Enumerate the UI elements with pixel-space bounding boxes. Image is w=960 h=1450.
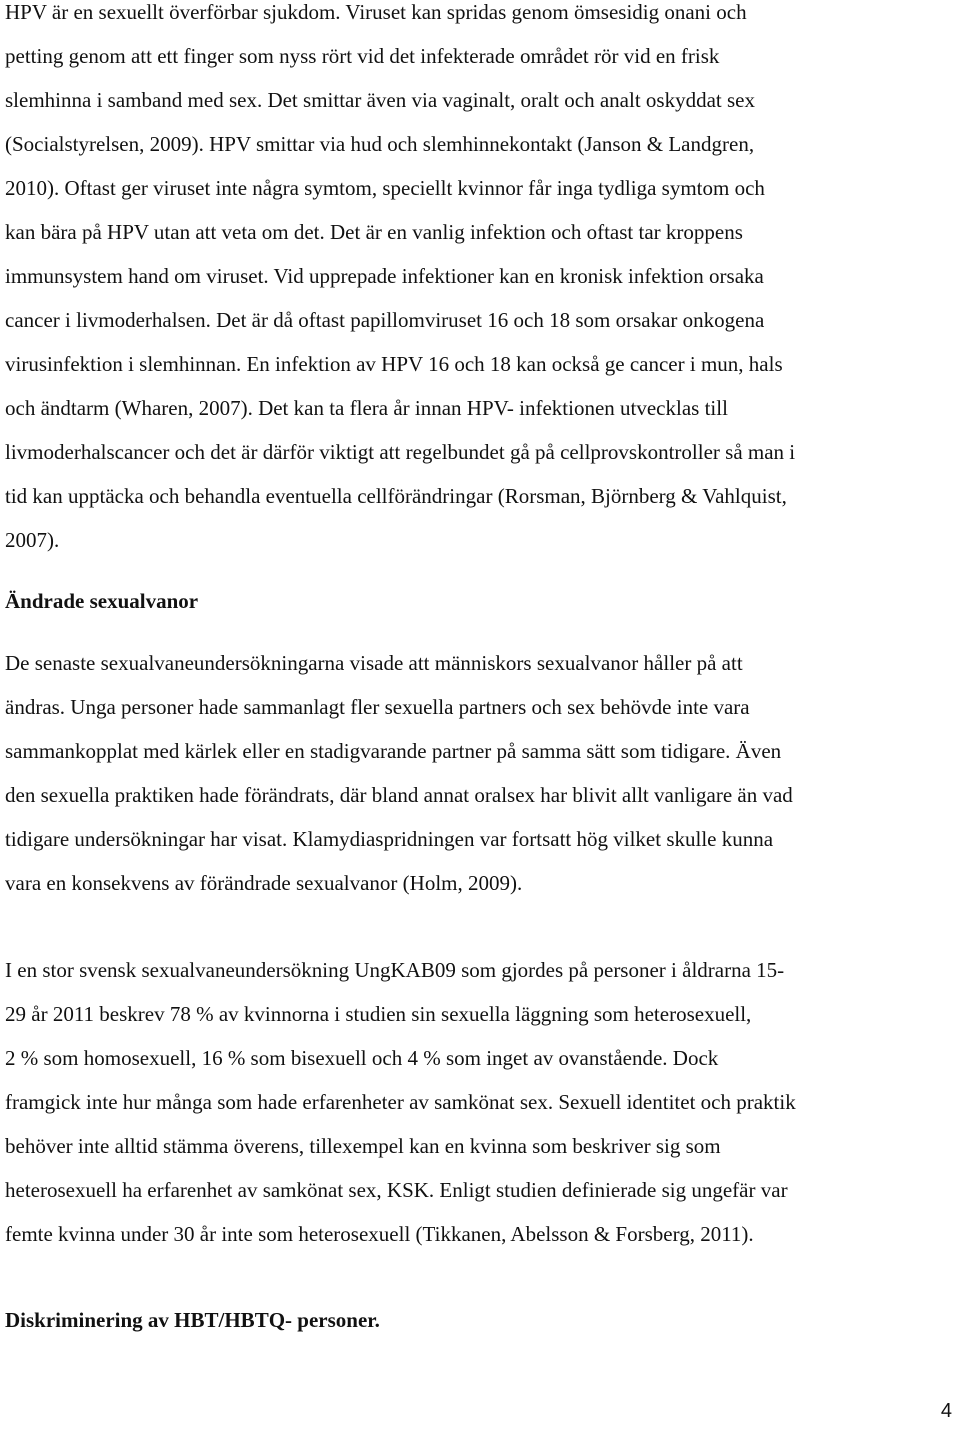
- text-line: heterosexuell ha erfarenhet av samkönat sex, KSK. Enligt studien definierade sig ungefär var: [5, 1178, 788, 1202]
- text-line: slemhinna i samband med sex. Det smittar även via vaginalt, oralt och analt oskyddat sex: [5, 88, 755, 112]
- text-line: 2010). Oftast ger viruset inte några symtom, speciellt kvinnor får inga tydliga symtom och: [5, 176, 765, 200]
- paragraph-ungkab09: [5, 948, 796, 1256]
- text-line: De senaste sexualvaneundersökningarna visade att människors sexualvanor håller på att: [5, 651, 743, 675]
- page-number: 4: [940, 1400, 952, 1422]
- text-line: den sexuella praktiken hade förändrats, där bland annat oralsex har blivit allt vanligare än vad: [5, 783, 793, 807]
- text-line: 2 % som homosexuell, 16 % som bisexuell och 4 % som inget av ovanstående. Dock: [5, 1046, 719, 1070]
- text-line: sammankopplat med kärlek eller en stadigvarande partner på samma sätt som tidigare. Även: [5, 739, 782, 763]
- text-line: petting genom att ett finger som nyss rört vid det infekterade området rör vid en frisk: [5, 44, 720, 68]
- text-line: HPV är en sexuellt överförbar sjukdom. Viruset kan spridas genom ömsesidig onani och: [5, 0, 747, 24]
- text-line: I en stor svensk sexualvaneundersökning UngKAB09 som gjordes på personer i åldrarna 15-: [5, 958, 785, 982]
- text-line: behöver inte alltid stämma överens, tillexempel kan en kvinna som beskriver sig som: [5, 1134, 721, 1158]
- text-line: 29 år 2011 beskrev 78 % av kvinnorna i studien sin sexuella läggning som heterosexuell,: [5, 1002, 752, 1026]
- text-line: 2007).: [5, 528, 60, 552]
- section-heading-sexualvanor: Ändrade sexualvanor: [5, 589, 199, 613]
- text-line: femte kvinna under 30 år inte som heterosexuell (Tikkanen, Abelsson & Forsberg, 2011).: [5, 1222, 754, 1246]
- text-line: (Socialstyrelsen, 2009). HPV smittar via hud och slemhinnekontakt (Janson & Landgren,: [5, 132, 755, 156]
- text-line: vara en konsekvens av förändrade sexualvanor (Holm, 2009).: [5, 871, 523, 895]
- paragraph-sexualvanor: [5, 641, 793, 905]
- text-line: immunsystem hand om viruset. Vid upprepade infektioner kan en kronisk infektion orsaka: [5, 264, 764, 288]
- text-line: framgick inte hur många som hade erfarenheter av samkönat sex. Sexuell identitet och praktik: [5, 1090, 796, 1114]
- text-line: ändras. Unga personer hade sammanlagt fler sexuella partners och sex behövde inte vara: [5, 695, 750, 719]
- text-line: och ändtarm (Wharen, 2007). Det kan ta flera år innan HPV- infektionen utvecklas till: [5, 396, 728, 420]
- text-line: cancer i livmoderhalsen. Det är då oftast papillomviruset 16 och 18 som orsakar onkogena: [5, 308, 765, 332]
- text-line: virusinfektion i slemhinnan. En infektion av HPV 16 och 18 kan också ge cancer i mun, hals: [5, 352, 783, 376]
- section-heading-diskriminering: Diskriminering av HBT/HBTQ- personer.: [5, 1308, 380, 1332]
- text-line: livmoderhalscancer och det är därför viktigt att regelbundet gå på cellprovskontroller så man i: [5, 440, 796, 464]
- text-line: tid kan upptäcka och behandla eventuella cellförändringar (Rorsman, Björnberg & Vahlquist,: [5, 484, 787, 508]
- text-line: tidigare undersökningar har visat. Klamydiaspridningen var fortsatt hög vilket skulle kunna: [5, 827, 774, 851]
- paragraph-hpv: [5, 0, 795, 562]
- text-line: kan bära på HPV utan att veta om det. Det är en vanlig infektion och oftast tar kroppens: [5, 220, 743, 244]
